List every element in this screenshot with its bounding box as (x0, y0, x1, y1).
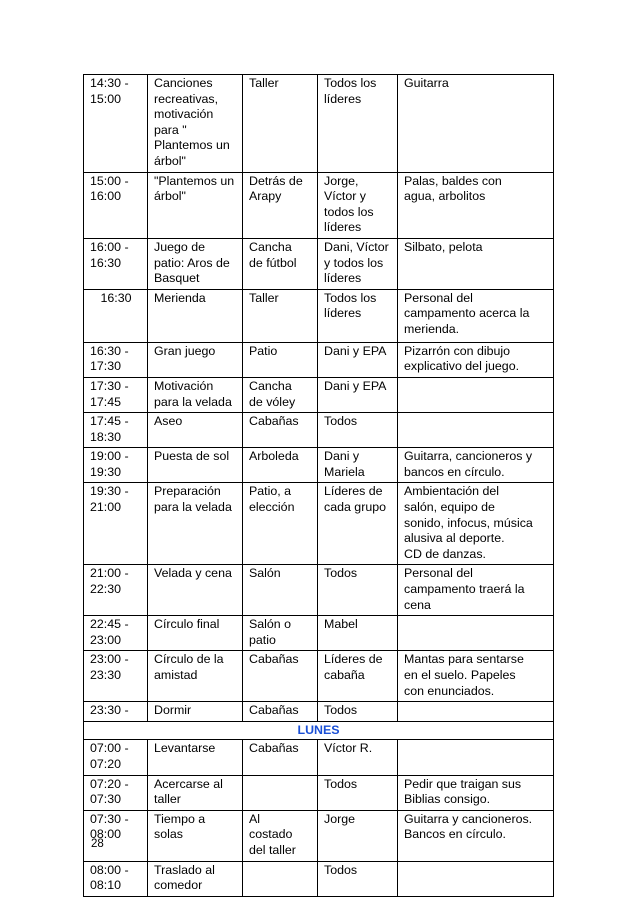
table-row (84, 75, 554, 173)
table-row (84, 861, 554, 896)
cell-activity: Tiempo a solas (148, 810, 243, 861)
table-row (84, 238, 554, 289)
cell-materials (398, 740, 554, 775)
cell-time: 16:30 - 17:30 (84, 342, 148, 377)
cell-responsible: Todos (318, 702, 398, 722)
cell-materials: Palas, baldes con agua, arbolitos (398, 172, 554, 238)
cell-time: 16:30 (84, 289, 148, 342)
cell-materials (398, 702, 554, 722)
cell-activity: Motivación para la velada (148, 377, 243, 412)
table-row (84, 342, 554, 377)
cell-materials: Personal del campamento traerá la cena (398, 565, 554, 616)
cell-activity: Acercarse al taller (148, 775, 243, 810)
table-row (84, 172, 554, 238)
cell-time: 16:00 - 16:30 (84, 238, 148, 289)
cell-time: 07:30 - 08:00 (84, 810, 148, 861)
cell-responsible: Todos (318, 565, 398, 616)
cell-materials: Guitarra, cancioneros y bancos en círculo. (398, 448, 554, 483)
cell-place: Cancha de vóley (243, 377, 318, 412)
cell-activity: Dormir (148, 702, 243, 722)
cell-materials: Silbato, pelota (398, 238, 554, 289)
cell-activity: Preparación para la velada (148, 483, 243, 565)
cell-materials (398, 616, 554, 651)
cell-materials: Pedir que traigan sus Biblias consigo. (398, 775, 554, 810)
schedule-table (83, 74, 554, 897)
cell-responsible: Líderes de cada grupo (318, 483, 398, 565)
cell-time: 14:30 - 15:00 (84, 75, 148, 173)
cell-place: Cabañas (243, 702, 318, 722)
cell-responsible: Víctor R. (318, 740, 398, 775)
cell-time: 23:00 - 23:30 (84, 651, 148, 702)
table-row (84, 616, 554, 651)
cell-materials: Guitarra y cancioneros. Bancos en círculo. (398, 810, 554, 861)
cell-materials: Personal del campamento acerca la merienda. (398, 289, 554, 342)
cell-place: Salón (243, 565, 318, 616)
page-number: 28 (91, 838, 104, 850)
cell-activity: Traslado al comedor (148, 861, 243, 896)
table-row (84, 289, 554, 342)
table-row (84, 651, 554, 702)
cell-materials (398, 377, 554, 412)
cell-activity: Canciones recreativas, motivación para " Plantemos un árbol" (148, 75, 243, 173)
cell-responsible: Dani y Mariela (318, 448, 398, 483)
cell-place: Salón o patio (243, 616, 318, 651)
cell-time: 07:00 - 07:20 (84, 740, 148, 775)
cell-place (243, 861, 318, 896)
cell-responsible: Todos (318, 775, 398, 810)
cell-responsible: Líderes de cabaña (318, 651, 398, 702)
day-heading-row (84, 721, 554, 740)
cell-activity: Merienda (148, 289, 243, 342)
cell-place: Al costado del taller (243, 810, 318, 861)
cell-place: Patio (243, 342, 318, 377)
cell-place (243, 775, 318, 810)
cell-place: Detrás de Arapy (243, 172, 318, 238)
cell-time: 17:45 - 18:30 (84, 413, 148, 448)
cell-responsible: Mabel (318, 616, 398, 651)
day-heading: LUNES (84, 721, 554, 740)
cell-place: Arboleda (243, 448, 318, 483)
table-row (84, 740, 554, 775)
cell-place: Cancha de fútbol (243, 238, 318, 289)
table-row (84, 448, 554, 483)
cell-activity: Círculo de la amistad (148, 651, 243, 702)
cell-time: 19:00 - 19:30 (84, 448, 148, 483)
cell-time: 15:00 - 16:00 (84, 172, 148, 238)
cell-materials: Mantas para sentarse en el suelo. Papeles con enunciados. (398, 651, 554, 702)
table-row (84, 810, 554, 861)
table-row (84, 377, 554, 412)
table-row (84, 565, 554, 616)
cell-responsible: Todos los líderes (318, 75, 398, 173)
cell-responsible: Todos (318, 861, 398, 896)
cell-responsible: Todos los líderes (318, 289, 398, 342)
cell-responsible: Dani y EPA (318, 377, 398, 412)
cell-time: 22:45 - 23:00 (84, 616, 148, 651)
table-row (84, 775, 554, 810)
cell-activity: Círculo final (148, 616, 243, 651)
cell-responsible: Jorge, Víctor y todos los líderes (318, 172, 398, 238)
cell-responsible: Dani, Víctor y todos los líderes (318, 238, 398, 289)
table-row (84, 702, 554, 722)
cell-time: 07:20 - 07:30 (84, 775, 148, 810)
cell-place: Cabañas (243, 740, 318, 775)
cell-materials (398, 413, 554, 448)
cell-materials: Ambientación del salón, equipo de sonido, infocus, música alusiva al deporte. CD de danzas. (398, 483, 554, 565)
cell-place: Taller (243, 75, 318, 173)
table-row (84, 483, 554, 565)
cell-activity: Gran juego (148, 342, 243, 377)
cell-place: Patio, a elección (243, 483, 318, 565)
cell-time: 08:00 - 08:10 (84, 861, 148, 896)
cell-activity: Aseo (148, 413, 243, 448)
table-row (84, 413, 554, 448)
cell-place: Cabañas (243, 651, 318, 702)
cell-activity: Puesta de sol (148, 448, 243, 483)
cell-time: 19:30 - 21:00 (84, 483, 148, 565)
cell-responsible: Jorge (318, 810, 398, 861)
cell-materials (398, 861, 554, 896)
cell-time: 21:00 - 22:30 (84, 565, 148, 616)
cell-activity: Juego de patio: Aros de Basquet (148, 238, 243, 289)
cell-materials: Pizarrón con dibujo explicativo del juego. (398, 342, 554, 377)
cell-responsible: Todos (318, 413, 398, 448)
cell-materials: Guitarra (398, 75, 554, 173)
cell-place: Cabañas (243, 413, 318, 448)
cell-place: Taller (243, 289, 318, 342)
cell-activity: Levantarse (148, 740, 243, 775)
cell-responsible: Dani y EPA (318, 342, 398, 377)
cell-time: 17:30 - 17:45 (84, 377, 148, 412)
cell-time: 23:30 - (84, 702, 148, 722)
cell-activity: "Plantemos un árbol" (148, 172, 243, 238)
cell-activity: Velada y cena (148, 565, 243, 616)
